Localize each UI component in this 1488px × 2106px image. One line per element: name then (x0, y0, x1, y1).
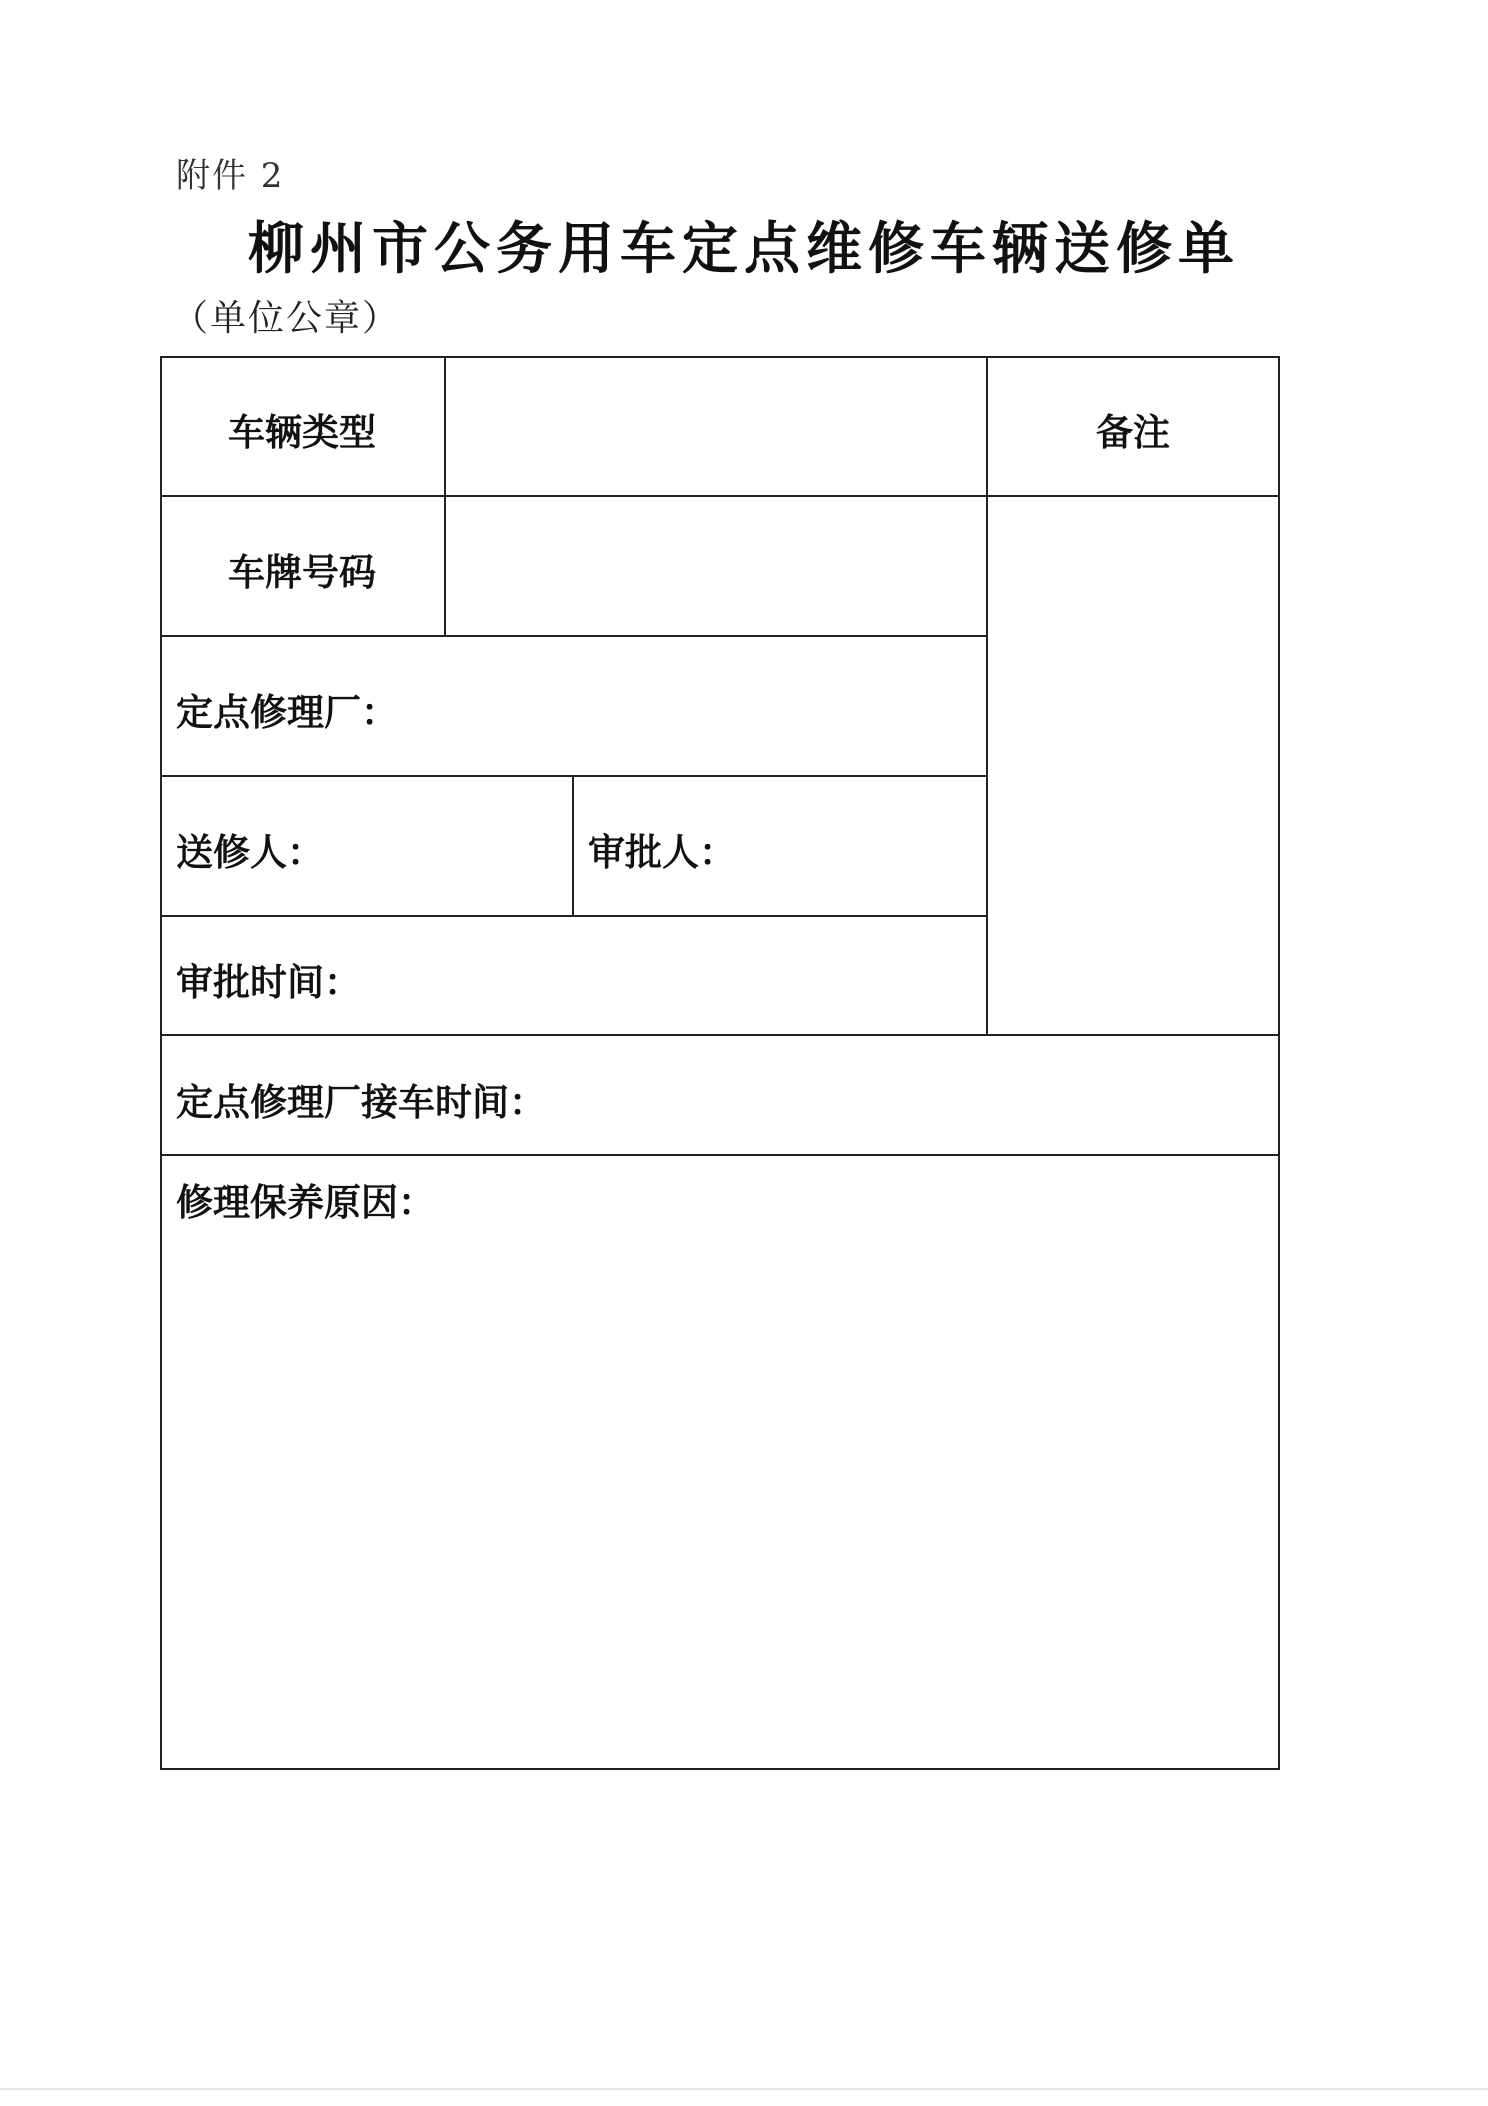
table-border-right (1278, 356, 1280, 1770)
repair-form-table (160, 356, 1280, 1770)
divider-row-3 (160, 775, 988, 777)
receive-time-label: 定点修理厂接车时间： (176, 1081, 546, 1124)
remarks-field[interactable] (988, 497, 1278, 1034)
attachment-label: 附件 2 (176, 156, 285, 196)
plate-number-field[interactable] (446, 497, 986, 635)
seal-note: （单位公章） (172, 298, 401, 339)
form-title: 柳州市公务用车定点维修车辆送修单 (248, 216, 1240, 282)
divider-row-6 (160, 1154, 1280, 1156)
scan-edge-line (0, 2088, 1488, 2090)
vehicle-type-label: 车辆类型 (228, 411, 376, 454)
remarks-label: 备注 (1096, 411, 1170, 454)
repair-reason-field[interactable] (162, 1226, 1278, 1766)
repair-shop-label: 定点修理厂： (176, 691, 398, 734)
vehicle-type-field[interactable] (446, 358, 986, 495)
divider-row-2 (160, 635, 988, 637)
divider-row-5 (160, 1034, 1280, 1036)
approval-time-label: 审批时间： (176, 961, 361, 1004)
repair-reason-label: 修理保养原因： (176, 1181, 435, 1224)
sender-label: 送修人： (176, 831, 324, 874)
divider-sender-approver (572, 776, 574, 916)
plate-number-label: 车牌号码 (228, 551, 376, 594)
approver-label: 审批人： (588, 831, 736, 874)
table-border-bottom (160, 1768, 1280, 1770)
divider-row-4 (160, 915, 988, 917)
